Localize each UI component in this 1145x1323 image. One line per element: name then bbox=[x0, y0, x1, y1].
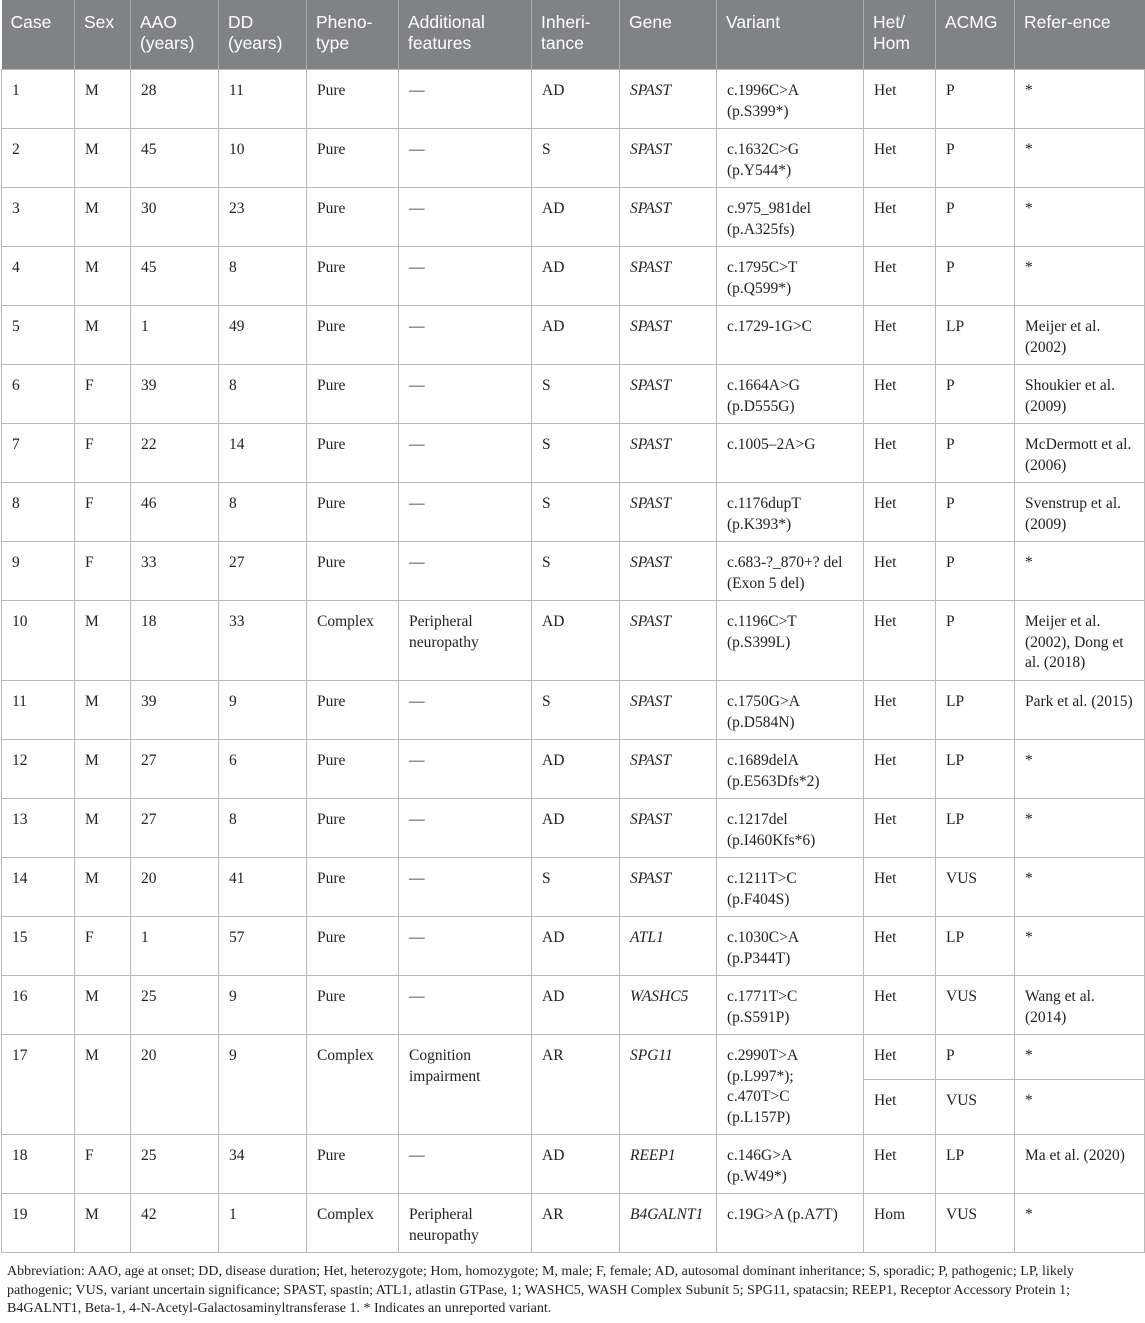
acmg-cell: P bbox=[936, 129, 1015, 188]
dd-cell: 1 bbox=[219, 1194, 307, 1253]
aao-cell: 45 bbox=[131, 129, 219, 188]
aao-cell: 30 bbox=[131, 188, 219, 247]
case-cell: 12 bbox=[2, 740, 75, 799]
features-cell: — bbox=[399, 740, 532, 799]
features-cell: — bbox=[399, 247, 532, 306]
zygosity-cell: Het bbox=[864, 247, 936, 306]
case-cell: 4 bbox=[2, 247, 75, 306]
table-row bbox=[2, 129, 1145, 188]
case-cell: 17 bbox=[2, 1035, 75, 1135]
sex-cell: M bbox=[75, 188, 131, 247]
reference-cell: * bbox=[1015, 917, 1145, 976]
table-header bbox=[2, 0, 1145, 70]
features-cell: — bbox=[399, 681, 532, 740]
zygosity-cell: Het bbox=[864, 681, 936, 740]
inheritance-cell: S bbox=[532, 858, 620, 917]
phenotype-cell: Pure bbox=[307, 681, 399, 740]
zygosity-cell: Hom bbox=[864, 1194, 936, 1253]
acmg-cell: VUS bbox=[936, 1079, 1015, 1134]
sex-cell: F bbox=[75, 1135, 131, 1194]
aao-cell: 20 bbox=[131, 1035, 219, 1135]
acmg-cell: LP bbox=[936, 799, 1015, 858]
table-footnote: Abbreviation: AAO, age at onset; DD, disease duration; Het, heterozygote; Hom, homozygote; M, male; F, female; AD, autosomal dominant inheritance; S, sporadic; P, pathogenic; LP, likely pathogenic; VUS, variant uncertain significance; SPAST, spastin; ATL1, atlastin GTPase, 1; WASHC5, WASH Complex Subunit 5; SPG11, spatacsin; REEP1, Receptor Accessory Protein 1; B4GALNT1, Beta-1, 4-N-Acetyl-Galactosaminyltransferase 1. * Indicates an unreported variant. bbox=[7, 1264, 1074, 1316]
reference-cell: Ma et al. (2020) bbox=[1015, 1135, 1145, 1194]
zygosity-cell: Het bbox=[864, 483, 936, 542]
case-cell: 14 bbox=[2, 858, 75, 917]
gene-cell: SPG11 bbox=[620, 1035, 717, 1135]
dd-cell: 9 bbox=[219, 976, 307, 1035]
dd-cell: 33 bbox=[219, 601, 307, 681]
gene-cell: SPAST bbox=[620, 306, 717, 365]
inheritance-cell: AD bbox=[532, 601, 620, 681]
inheritance-cell: AD bbox=[532, 799, 620, 858]
case-cell: 11 bbox=[2, 681, 75, 740]
sex-cell: M bbox=[75, 306, 131, 365]
sex-cell: M bbox=[75, 247, 131, 306]
phenotype-cell: Pure bbox=[307, 247, 399, 306]
aao-cell: 28 bbox=[131, 70, 219, 129]
phenotype-cell: Pure bbox=[307, 365, 399, 424]
table-row bbox=[2, 70, 1145, 129]
gene-cell: SPAST bbox=[620, 70, 717, 129]
table-row bbox=[2, 483, 1145, 542]
sex-cell: M bbox=[75, 601, 131, 681]
features-cell: — bbox=[399, 917, 532, 976]
gene-cell: SPAST bbox=[620, 247, 717, 306]
case-cell: 13 bbox=[2, 799, 75, 858]
inheritance-cell: S bbox=[532, 681, 620, 740]
dd-cell: 8 bbox=[219, 483, 307, 542]
variant-cell: c.1211T>C (p.F404S) bbox=[717, 858, 864, 917]
variant-cell: c.1729-1G>C bbox=[717, 306, 864, 365]
gene-cell: SPAST bbox=[620, 424, 717, 483]
dd-cell: 9 bbox=[219, 1035, 307, 1135]
phenotype-cell: Pure bbox=[307, 917, 399, 976]
table-row bbox=[2, 681, 1145, 740]
acmg-cell: P bbox=[936, 601, 1015, 681]
zygosity-cell: Het bbox=[864, 1079, 936, 1134]
table-row bbox=[2, 365, 1145, 424]
col-gene: Gene bbox=[620, 0, 717, 70]
features-cell: — bbox=[399, 799, 532, 858]
variants-table bbox=[1, 0, 1145, 1253]
aao-cell: 25 bbox=[131, 976, 219, 1035]
table-row bbox=[2, 1135, 1145, 1194]
variant-cell: c.1795C>T (p.Q599*) bbox=[717, 247, 864, 306]
case-cell: 3 bbox=[2, 188, 75, 247]
phenotype-cell: Pure bbox=[307, 129, 399, 188]
case-cell: 9 bbox=[2, 542, 75, 601]
case-cell: 7 bbox=[2, 424, 75, 483]
sex-cell: F bbox=[75, 542, 131, 601]
dd-cell: 14 bbox=[219, 424, 307, 483]
zygosity-cell: Het bbox=[864, 1035, 936, 1080]
reference-cell: Wang et al. (2014) bbox=[1015, 976, 1145, 1035]
acmg-cell: LP bbox=[936, 306, 1015, 365]
acmg-cell: VUS bbox=[936, 1194, 1015, 1253]
sex-cell: F bbox=[75, 365, 131, 424]
gene-cell: SPAST bbox=[620, 601, 717, 681]
dd-cell: 11 bbox=[219, 70, 307, 129]
aao-cell: 25 bbox=[131, 1135, 219, 1194]
aao-cell: 18 bbox=[131, 601, 219, 681]
sex-cell: M bbox=[75, 799, 131, 858]
zygosity-cell: Het bbox=[864, 740, 936, 799]
table-row bbox=[2, 1194, 1145, 1253]
col-sex: Sex bbox=[75, 0, 131, 70]
aao-cell: 27 bbox=[131, 740, 219, 799]
inheritance-cell: AR bbox=[532, 1194, 620, 1253]
phenotype-cell: Pure bbox=[307, 70, 399, 129]
case-cell: 18 bbox=[2, 1135, 75, 1194]
zygosity-cell: Het bbox=[864, 129, 936, 188]
zygosity-cell: Het bbox=[864, 424, 936, 483]
table-row bbox=[2, 976, 1145, 1035]
col-acmg: ACMG bbox=[936, 0, 1015, 70]
dd-cell: 57 bbox=[219, 917, 307, 976]
sex-cell: M bbox=[75, 681, 131, 740]
sex-cell: M bbox=[75, 976, 131, 1035]
dd-cell: 8 bbox=[219, 799, 307, 858]
col-additional-features: Additional features bbox=[399, 0, 532, 70]
features-cell: — bbox=[399, 424, 532, 483]
inheritance-cell: S bbox=[532, 542, 620, 601]
zygosity-cell: Het bbox=[864, 70, 936, 129]
dd-cell: 8 bbox=[219, 247, 307, 306]
features-cell: Peripheral neuropathy bbox=[399, 601, 532, 681]
inheritance-cell: AR bbox=[532, 1035, 620, 1135]
reference-cell: Park et al. (2015) bbox=[1015, 681, 1145, 740]
reference-cell: * bbox=[1015, 188, 1145, 247]
phenotype-cell: Pure bbox=[307, 858, 399, 917]
phenotype-cell: Pure bbox=[307, 424, 399, 483]
table-row bbox=[2, 306, 1145, 365]
table-row bbox=[2, 858, 1145, 917]
features-cell: — bbox=[399, 129, 532, 188]
variant-cell: c.2990T>A (p.L997*); c.470T>C (p.L157P) bbox=[717, 1035, 864, 1135]
reference-cell: McDermott et al. (2006) bbox=[1015, 424, 1145, 483]
table-row bbox=[2, 247, 1145, 306]
inheritance-cell: AD bbox=[532, 247, 620, 306]
dd-cell: 41 bbox=[219, 858, 307, 917]
zygosity-cell: Het bbox=[864, 542, 936, 601]
phenotype-cell: Complex bbox=[307, 601, 399, 681]
zygosity-cell: Het bbox=[864, 858, 936, 917]
gene-cell: SPAST bbox=[620, 858, 717, 917]
zygosity-cell: Het bbox=[864, 306, 936, 365]
dd-cell: 27 bbox=[219, 542, 307, 601]
reference-cell: Meijer et al. (2002) bbox=[1015, 306, 1145, 365]
sex-cell: M bbox=[75, 1194, 131, 1253]
inheritance-cell: AD bbox=[532, 70, 620, 129]
acmg-cell: LP bbox=[936, 740, 1015, 799]
aao-cell: 1 bbox=[131, 917, 219, 976]
features-cell: — bbox=[399, 70, 532, 129]
col-inheritance: Inheri-tance bbox=[532, 0, 620, 70]
inheritance-cell: AD bbox=[532, 917, 620, 976]
reference-cell: * bbox=[1015, 70, 1145, 129]
gene-cell: B4GALNT1 bbox=[620, 1194, 717, 1253]
col-phenotype: Pheno-type bbox=[307, 0, 399, 70]
inheritance-cell: S bbox=[532, 483, 620, 542]
variant-cell: c.1196C>T (p.S399L) bbox=[717, 601, 864, 681]
col-variant: Variant bbox=[717, 0, 864, 70]
table-row bbox=[2, 424, 1145, 483]
variant-cell: c.1750G>A (p.D584N) bbox=[717, 681, 864, 740]
reference-cell: * bbox=[1015, 799, 1145, 858]
aao-cell: 39 bbox=[131, 365, 219, 424]
dd-cell: 8 bbox=[219, 365, 307, 424]
aao-cell: 1 bbox=[131, 306, 219, 365]
reference-cell: * bbox=[1015, 740, 1145, 799]
features-cell: — bbox=[399, 858, 532, 917]
case-cell: 2 bbox=[2, 129, 75, 188]
sex-cell: M bbox=[75, 129, 131, 188]
gene-cell: ATL1 bbox=[620, 917, 717, 976]
reference-cell: Svenstrup et al. (2009) bbox=[1015, 483, 1145, 542]
acmg-cell: P bbox=[936, 542, 1015, 601]
variant-cell: c.1664A>G (p.D555G) bbox=[717, 365, 864, 424]
phenotype-cell: Pure bbox=[307, 483, 399, 542]
case-cell: 15 bbox=[2, 917, 75, 976]
variant-cell: c.1996C>A (p.S399*) bbox=[717, 70, 864, 129]
aao-cell: 45 bbox=[131, 247, 219, 306]
dd-cell: 34 bbox=[219, 1135, 307, 1194]
sex-cell: M bbox=[75, 70, 131, 129]
acmg-cell: P bbox=[936, 188, 1015, 247]
reference-cell: * bbox=[1015, 129, 1145, 188]
inheritance-cell: AD bbox=[532, 306, 620, 365]
sex-cell: F bbox=[75, 917, 131, 976]
variant-cell: c.1176dupT (p.K393*) bbox=[717, 483, 864, 542]
variant-cell: c.19G>A (p.A7T) bbox=[717, 1194, 864, 1253]
dd-cell: 10 bbox=[219, 129, 307, 188]
variant-cell: c.683-?_870+? del (Exon 5 del) bbox=[717, 542, 864, 601]
reference-cell: * bbox=[1015, 247, 1145, 306]
table-row bbox=[2, 188, 1145, 247]
reference-cell: Meijer et al. (2002), Dong et al. (2018) bbox=[1015, 601, 1145, 681]
features-cell: — bbox=[399, 1135, 532, 1194]
case-cell: 6 bbox=[2, 365, 75, 424]
aao-cell: 33 bbox=[131, 542, 219, 601]
zygosity-cell: Het bbox=[864, 601, 936, 681]
col-dd: DD (years) bbox=[219, 0, 307, 70]
zygosity-cell: Het bbox=[864, 799, 936, 858]
acmg-cell: P bbox=[936, 365, 1015, 424]
aao-cell: 20 bbox=[131, 858, 219, 917]
table-row bbox=[2, 542, 1145, 601]
table-row bbox=[2, 601, 1145, 681]
inheritance-cell: S bbox=[532, 365, 620, 424]
case-cell: 10 bbox=[2, 601, 75, 681]
acmg-cell: P bbox=[936, 247, 1015, 306]
table-row bbox=[2, 740, 1145, 799]
aao-cell: 46 bbox=[131, 483, 219, 542]
variant-cell: c.1217del (p.I460Kfs*6) bbox=[717, 799, 864, 858]
features-cell: — bbox=[399, 365, 532, 424]
reference-cell: * bbox=[1015, 1079, 1145, 1134]
aao-cell: 22 bbox=[131, 424, 219, 483]
features-cell: Cognition impairment bbox=[399, 1035, 532, 1135]
gene-cell: SPAST bbox=[620, 188, 717, 247]
phenotype-cell: Pure bbox=[307, 976, 399, 1035]
acmg-cell: VUS bbox=[936, 976, 1015, 1035]
zygosity-cell: Het bbox=[864, 188, 936, 247]
reference-cell: * bbox=[1015, 542, 1145, 601]
acmg-cell: LP bbox=[936, 681, 1015, 740]
inheritance-cell: S bbox=[532, 424, 620, 483]
reference-cell: Shoukier et al. (2009) bbox=[1015, 365, 1145, 424]
sex-cell: M bbox=[75, 1035, 131, 1135]
acmg-cell: VUS bbox=[936, 858, 1015, 917]
reference-cell: * bbox=[1015, 858, 1145, 917]
phenotype-cell: Pure bbox=[307, 740, 399, 799]
col-reference: Refer-ence bbox=[1015, 0, 1145, 70]
zygosity-cell: Het bbox=[864, 1135, 936, 1194]
case-cell: 19 bbox=[2, 1194, 75, 1253]
inheritance-cell: AD bbox=[532, 740, 620, 799]
variant-cell: c.1030C>A (p.P344T) bbox=[717, 917, 864, 976]
col-het-hom: Het/ Hom bbox=[864, 0, 936, 70]
zygosity-cell: Het bbox=[864, 976, 936, 1035]
col-aao: AAO (years) bbox=[131, 0, 219, 70]
variant-cell: c.975_981del (p.A325fs) bbox=[717, 188, 864, 247]
case-cell: 1 bbox=[2, 70, 75, 129]
gene-cell: SPAST bbox=[620, 681, 717, 740]
table-row bbox=[2, 799, 1145, 858]
sex-cell: F bbox=[75, 483, 131, 542]
sex-cell: M bbox=[75, 858, 131, 917]
gene-cell: SPAST bbox=[620, 740, 717, 799]
dd-cell: 49 bbox=[219, 306, 307, 365]
case-cell: 5 bbox=[2, 306, 75, 365]
gene-cell: REEP1 bbox=[620, 1135, 717, 1194]
dd-cell: 9 bbox=[219, 681, 307, 740]
sex-cell: F bbox=[75, 424, 131, 483]
table-body bbox=[2, 70, 1145, 1253]
sex-cell: M bbox=[75, 740, 131, 799]
features-cell: — bbox=[399, 188, 532, 247]
gene-cell: SPAST bbox=[620, 129, 717, 188]
phenotype-cell: Complex bbox=[307, 1194, 399, 1253]
case-cell: 8 bbox=[2, 483, 75, 542]
phenotype-cell: Pure bbox=[307, 306, 399, 365]
features-cell: — bbox=[399, 976, 532, 1035]
case-cell: 16 bbox=[2, 976, 75, 1035]
acmg-cell: P bbox=[936, 424, 1015, 483]
inheritance-cell: AD bbox=[532, 1135, 620, 1194]
features-cell: — bbox=[399, 542, 532, 601]
zygosity-cell: Het bbox=[864, 365, 936, 424]
reference-cell: * bbox=[1015, 1035, 1145, 1080]
variant-cell: c.1005–2A>G bbox=[717, 424, 864, 483]
features-cell: — bbox=[399, 483, 532, 542]
phenotype-cell: Pure bbox=[307, 1135, 399, 1194]
variant-cell: c.1771T>C (p.S591P) bbox=[717, 976, 864, 1035]
variant-cell: c.1689delA (p.E563Dfs*2) bbox=[717, 740, 864, 799]
inheritance-cell: S bbox=[532, 129, 620, 188]
variant-cell: c.146G>A (p.W49*) bbox=[717, 1135, 864, 1194]
acmg-cell: P bbox=[936, 483, 1015, 542]
phenotype-cell: Pure bbox=[307, 799, 399, 858]
features-cell: — bbox=[399, 306, 532, 365]
aao-cell: 27 bbox=[131, 799, 219, 858]
acmg-cell: P bbox=[936, 70, 1015, 129]
acmg-cell: LP bbox=[936, 1135, 1015, 1194]
gene-cell: SPAST bbox=[620, 365, 717, 424]
acmg-cell: LP bbox=[936, 917, 1015, 976]
gene-cell: SPAST bbox=[620, 483, 717, 542]
aao-cell: 39 bbox=[131, 681, 219, 740]
variant-cell: c.1632C>G (p.Y544*) bbox=[717, 129, 864, 188]
inheritance-cell: AD bbox=[532, 188, 620, 247]
dd-cell: 6 bbox=[219, 740, 307, 799]
dd-cell: 23 bbox=[219, 188, 307, 247]
col-case: Case bbox=[2, 0, 75, 70]
table-row bbox=[2, 917, 1145, 976]
reference-cell: * bbox=[1015, 1194, 1145, 1253]
aao-cell: 42 bbox=[131, 1194, 219, 1253]
gene-cell: SPAST bbox=[620, 542, 717, 601]
phenotype-cell: Pure bbox=[307, 188, 399, 247]
features-cell: Peripheral neuropathy bbox=[399, 1194, 532, 1253]
inheritance-cell: AD bbox=[532, 976, 620, 1035]
table-row bbox=[2, 1035, 1145, 1080]
phenotype-cell: Complex bbox=[307, 1035, 399, 1135]
acmg-cell: P bbox=[936, 1035, 1015, 1080]
zygosity-cell: Het bbox=[864, 917, 936, 976]
gene-cell: WASHC5 bbox=[620, 976, 717, 1035]
phenotype-cell: Pure bbox=[307, 542, 399, 601]
gene-cell: SPAST bbox=[620, 799, 717, 858]
